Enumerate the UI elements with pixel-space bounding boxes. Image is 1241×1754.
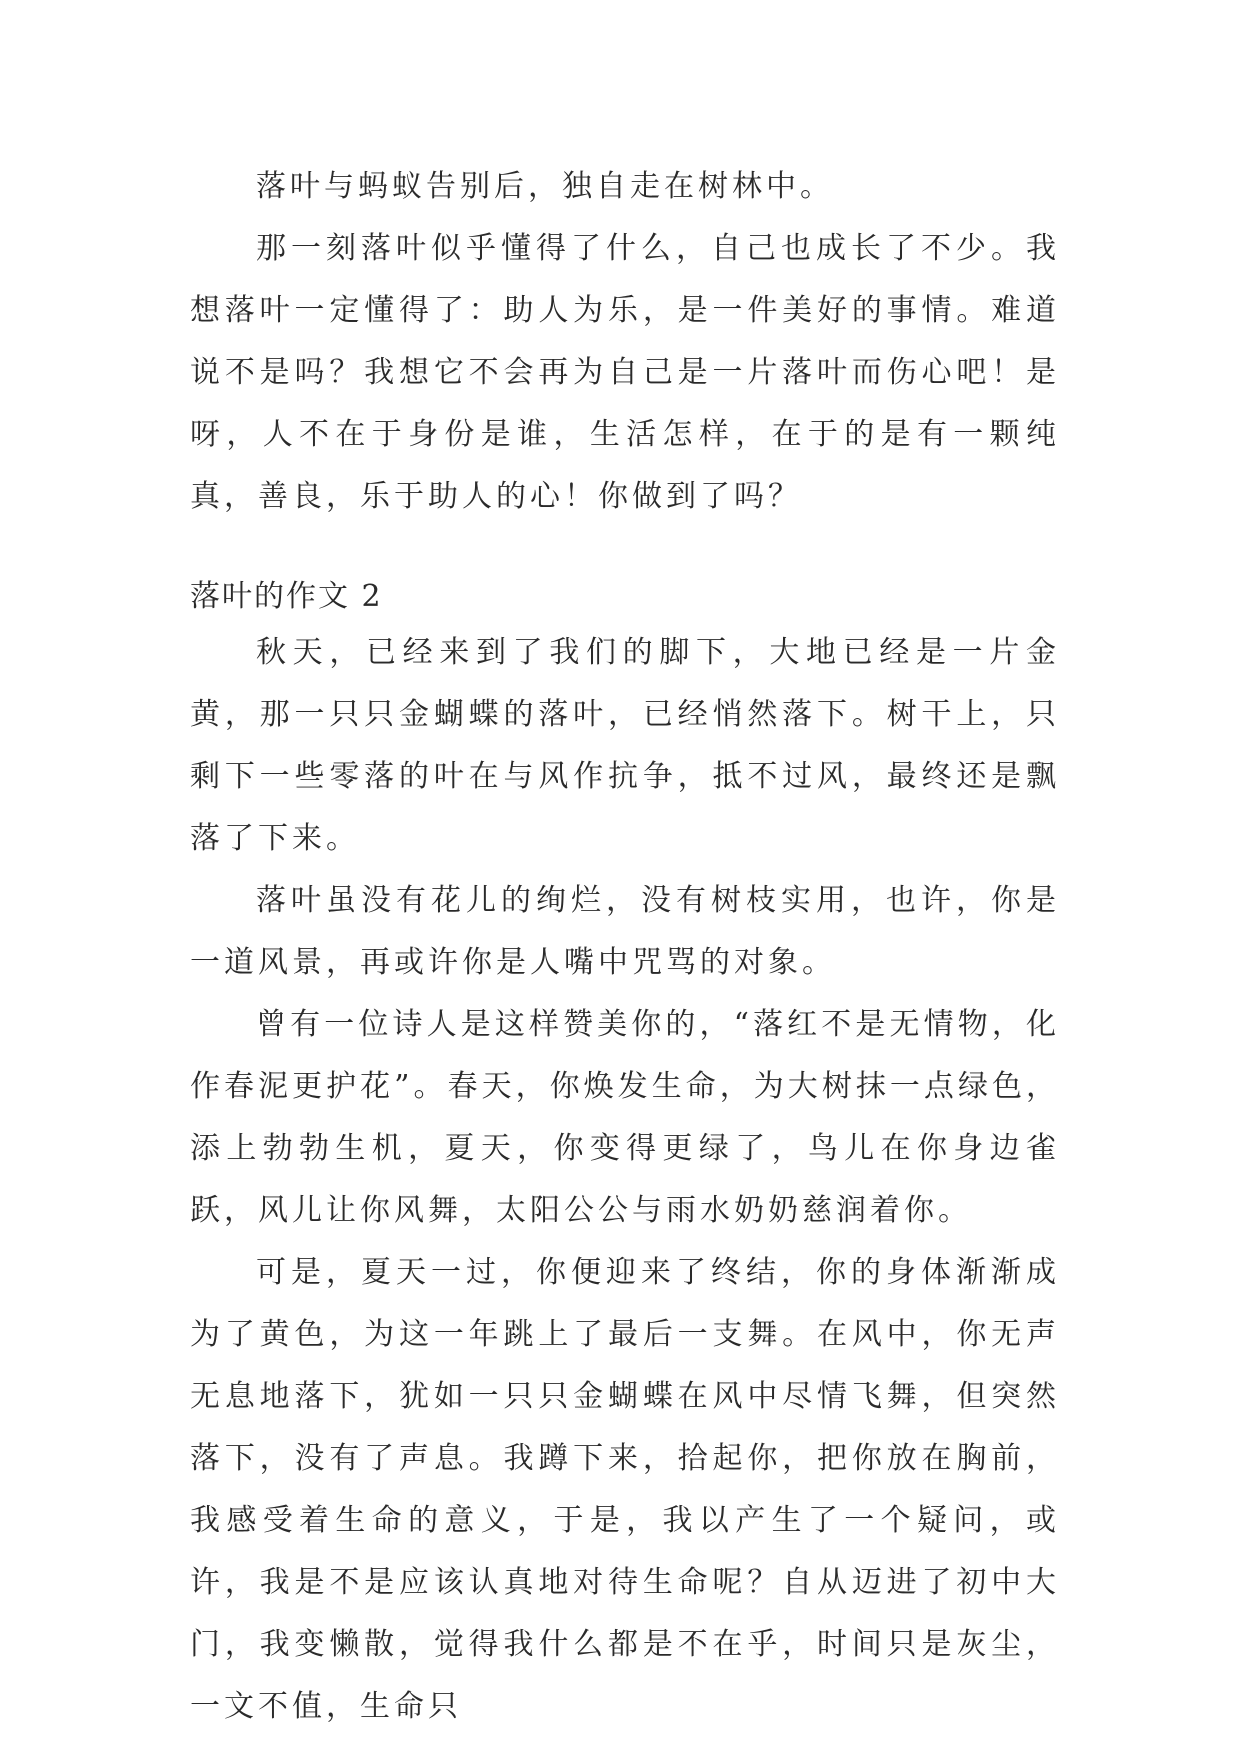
section-2: [190, 622, 1060, 1738]
paragraph: 落叶与蚂蚁告别后，独自走在树林中。: [256, 169, 834, 204]
paragraph: 落叶虽没有花儿的绚烂，没有树枝实用，也许，你是一道风景，再或许你是人嘴中咒骂的对象。: [190, 883, 1060, 980]
paragraph: 秋天，已经来到了我们的脚下，大地已经是一片金黄，那一只只金蝴蝶的落叶，已经悄然落下。树干上，只剩下一些零落的叶在与风作抗争，抵不过风，最终还是飘落了下来。: [190, 635, 1060, 856]
section-heading: 落叶的作文 2: [190, 579, 383, 614]
section-1: [190, 156, 1060, 528]
paragraph: 那一刻落叶似乎懂得了什么，自己也成长了不少。我想落叶一定懂得了：助人为乐，是一件美好的事情。难道说不是吗？我想它不会再为自己是一片落叶而伤心吧！是呀，人不在于身份是谁，生活怎样，在于的是有一颗纯真，善良，乐于助人的心！你做到了吗？: [190, 231, 1060, 514]
paragraph: 曾有一位诗人是这样赞美你的，“落红不是无情物，化作春泥更护花”。春天，你焕发生命，为大树抹一点绿色，添上勃勃生机，夏天，你变得更绿了，鸟儿在你身边雀跃，风儿让你风舞，太阳公公与雨水奶奶慈润着你。: [190, 1007, 1060, 1228]
paragraph: 可是，夏天一过，你便迎来了终结，你的身体渐渐成为了黄色，为这一年跳上了最后一支舞。在风中，你无声无息地落下，犹如一只只金蝴蝶在风中尽情飞舞，但突然落下，没有了声息。我蹲下来，拾起你，把你放在胸前，我感受着生命的意义，于是，我以产生了一个疑问，或许，我是不是应该认真地对待生命呢？自从迈进了初中大门，我变懒散，觉得我什么都是不在乎，时间只是灰尘，一文不值，生命只: [190, 1255, 1060, 1724]
